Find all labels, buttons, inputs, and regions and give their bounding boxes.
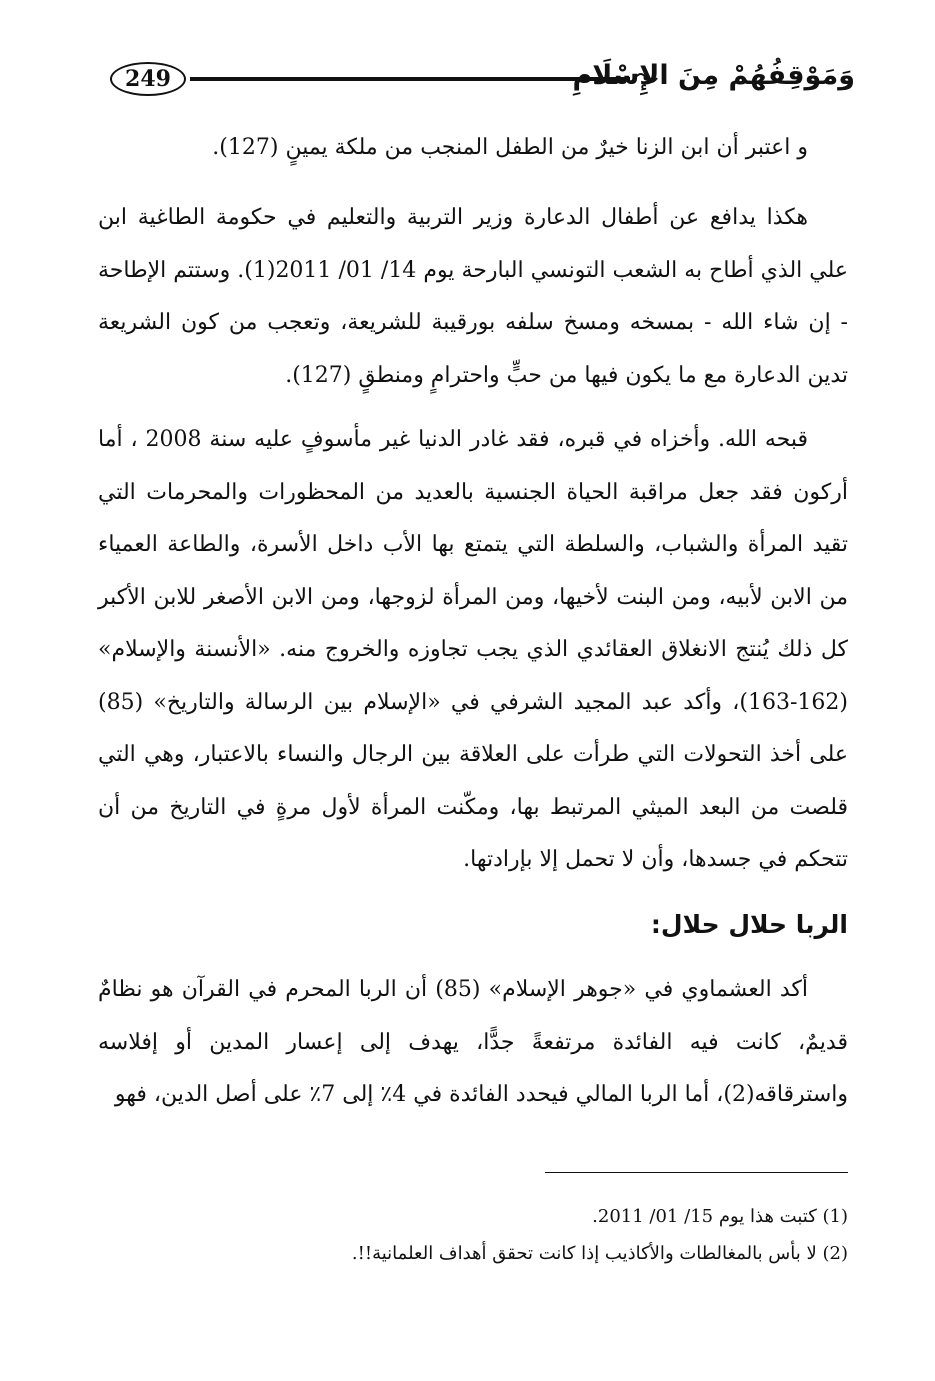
page-header — [110, 58, 855, 104]
paragraph-1-text: هكذا يدافع عن أطفال الدعارة وزير التربية والتعليم في حكومة الطاغية ابن علي الذي أطاح به الشعب التونسي البارحة يوم 14/ 01/ 2011(1). وستتم الإطاحة - إن شاء الله - بمسخه ومسخ سلفه بورقيبة للشريعة، وتعجب من كون الشريعة تدين الدعارة مع ما يكون فيها من حبٍّ واحترامٍ ومنطقٍ (127). — [98, 205, 849, 388]
running-header-title: وَمَوْقِفُهُمْ مِنَ الإِسْلَامِ — [572, 60, 855, 91]
body-paragraph-3 — [98, 964, 848, 1122]
footnote-separator — [545, 1172, 848, 1173]
body-paragraph-1 — [98, 192, 848, 402]
intro-line: و اعتبر أن ابن الزنا خيرٌ من الطفل المنجب من ملكة يمينٍ (127). — [212, 135, 808, 160]
page-number: 249 — [125, 66, 171, 92]
paragraph-3-text: أكد العشماوي في «جوهر الإسلام» (85) أن الربا المحرم في القرآن هو نظامٌ قديمٌ، كانت فيه الفائدة مرتفعةً جدًّا، يهدف إلى إعسار المدين أو إفلاسه واسترقاقه(2)، أما الربا المالي فيحدد الفائدة في 4٪ إلى 7٪ على أصل الدين، فهو — [98, 977, 848, 1107]
footnote-2: (2) لا بأس بالمغالطات والأكاذيب إذا كانت تحقق أهداف العلمانية!!. — [351, 1243, 848, 1264]
body-text-top — [98, 122, 848, 175]
section-heading: الربا حلال حلال: — [650, 910, 848, 939]
paragraph-2-text: قبحه الله. وأخزاه في قبره، فقد غادر الدنيا غير مأسوفٍ عليه سنة 2008 ، أما أركون فقد جعل مراقبة الحياة الجنسية بالعديد من المحظورات والمحرمات التي تقيد المرأة والشباب، والسلطة التي يتمتع بها الأب داخل الأسرة، والطاعة العمياء من الابن لأبيه، ومن البنت لأخيها، ومن المرأة لزوجها، ومن الابن الأصغر للابن الأكبر كل ذلك يُنتج الانغلاق العقائدي الذي يجب تجاوزه والخروج منه. «الأنسنة والإسلام» (162-163)، وأكد عبد المجيد الشرفي في «الإسلام بين الرسالة والتاريخ» (85) على أخذ التحولات التي طرأت على العلاقة بين الرجال والنساء بالاعتبار، وهي التي قلصت من البعد الميثي المرتبط بها، ومكّنت المرأة لأول مرةٍ في التاريخ من أن تتحكم في جسدها، وأن لا تحمل إلا بإرادتها. — [98, 427, 848, 872]
header-rule — [190, 77, 630, 81]
body-paragraph-2 — [98, 414, 848, 887]
footnote-1: (1) كتبت هذا يوم 15/ 01/ 2011. — [592, 1206, 848, 1227]
page-number-badge — [110, 62, 186, 96]
footnotes — [148, 1198, 848, 1272]
